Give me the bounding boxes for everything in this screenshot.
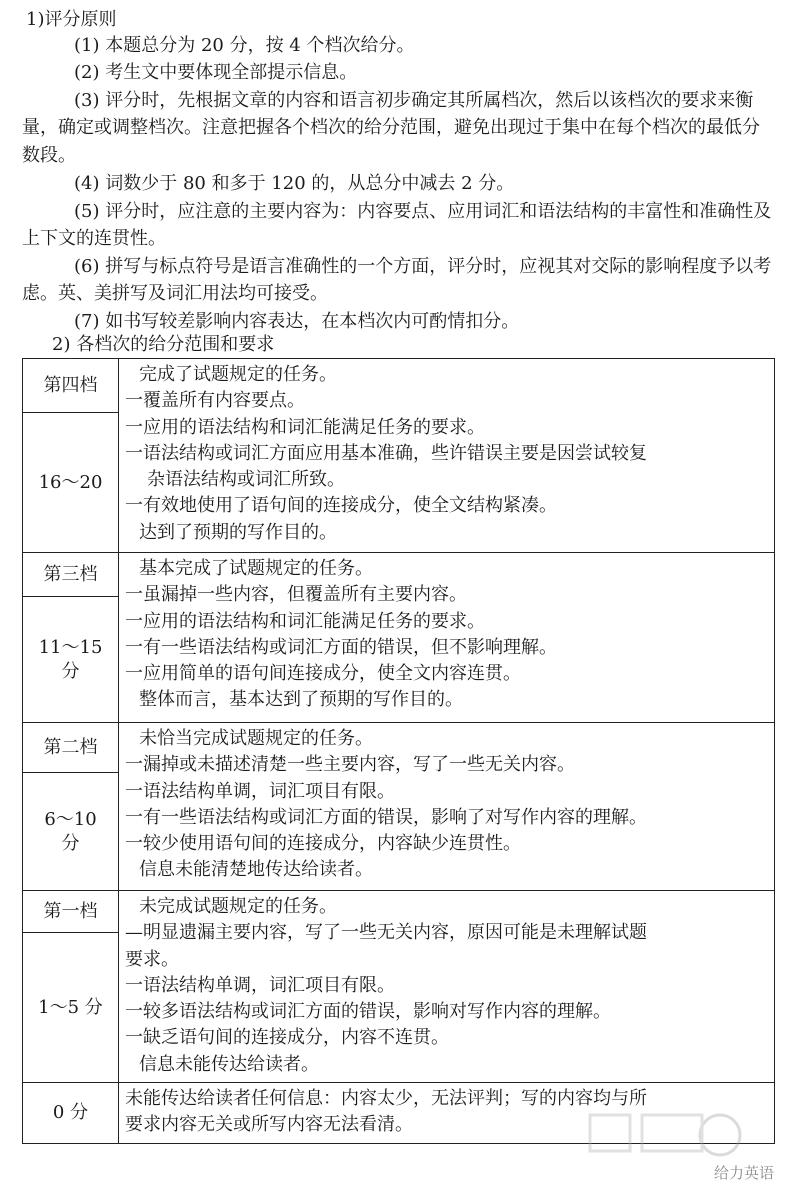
level-name: 0 分 xyxy=(23,1083,119,1144)
rule-6: (6) 拼写与标点符号是语言准确性的一个方面，评分时，应视其对交际的影响程度予以考虑。英、美拼写及词汇用法均可接受。 xyxy=(22,256,772,305)
desc-line: 未完成试题规定的任务。 xyxy=(139,896,337,917)
score-range-value: 11～15 xyxy=(38,636,103,658)
level-description xyxy=(119,553,775,723)
section2-title: 2) 各档次的给分范围和要求 xyxy=(52,334,275,355)
rule-3: (3) 评分时，先根据文章的内容和语言初步确定其所属档次，然后以该档次的要求来衡量，确定或调整档次。注意把握各个档次的给分范围，避免出现过于集中在每个档次的最低分数段。 xyxy=(22,90,760,166)
desc-line: 要求。 xyxy=(125,948,179,970)
desc-line: 一语法结构或词汇方面应用基本准确，些许错误主要是因尝试较复 xyxy=(125,442,647,464)
table-row xyxy=(23,359,775,413)
level-name: 第四档 xyxy=(23,359,119,413)
desc-line: 一应用的语法结构和词汇能满足任务的要求。 xyxy=(125,610,485,632)
score-range-unit: 分 xyxy=(61,832,80,854)
desc-line: 基本完成了试题规定的任务。 xyxy=(139,558,373,579)
desc-line: 一虽漏掉一些内容，但覆盖所有主要内容。 xyxy=(125,584,467,606)
level-score-range xyxy=(23,773,119,891)
rule-4: (4) 词数少于 80 和多于 120 的，从总分中减去 2 分。 xyxy=(74,173,515,194)
level-name: 第三档 xyxy=(23,553,119,597)
level-description xyxy=(119,891,775,1083)
scoring-levels-table xyxy=(22,358,775,1144)
level-description xyxy=(119,723,775,891)
desc-line: 一应用简单的语句间连接成分，使全文内容连贯。 xyxy=(125,663,521,685)
rule-2: (2) 考生文中要体现全部提示信息。 xyxy=(74,62,358,83)
rule-7: (7) 如书写较差影响内容表达，在本档次内可酌情扣分。 xyxy=(74,311,520,332)
desc-line: 要求内容无关或所写内容无法看清。 xyxy=(125,1114,413,1136)
desc-line: 一有一些语法结构或词汇方面的错误，影响了对写作内容的理解。 xyxy=(125,806,647,828)
desc-line: 一语法结构单调，词汇项目有限。 xyxy=(125,780,395,802)
table-row xyxy=(23,891,775,933)
table-row xyxy=(23,723,775,773)
desc-line: 一有一些语法结构或词汇方面的错误，但不影响理解。 xyxy=(125,636,557,658)
rule-5: (5) 评分时，应注意的主要内容为：内容要点、应用词汇和语法结构的丰富性和准确性及上下文的连贯性。 xyxy=(22,201,772,250)
desc-line: 一语法结构单调，词汇项目有限。 xyxy=(125,974,395,996)
desc-line: 杂语法结构或词汇所致。 xyxy=(147,469,345,491)
desc-line: —明显遗漏主要内容，写了一些无关内容，原因可能是未理解试题 xyxy=(125,922,647,944)
table-row xyxy=(23,553,775,597)
score-range-value: 6～10 xyxy=(44,808,97,830)
desc-line: 一较少使用语句间的连接成分，内容缺少连贯性。 xyxy=(125,833,521,855)
desc-line: 一覆盖所有内容要点。 xyxy=(125,390,305,412)
level-name: 第二档 xyxy=(23,723,119,773)
section1-title: 1)评分原则 xyxy=(26,9,117,30)
desc-line: 信息未能传达给读者。 xyxy=(139,1053,319,1075)
desc-line: 一有效地使用了语句间的连接成分，使全文结构紧凑。 xyxy=(125,495,557,517)
desc-line: 信息未能清楚地传达给读者。 xyxy=(139,859,373,881)
desc-line: 完成了试题规定的任务。 xyxy=(139,364,337,385)
rule-1: (1) 本题总分为 20 分，按 4 个档次给分。 xyxy=(74,35,415,56)
desc-line: 达到了预期的写作目的。 xyxy=(139,521,337,543)
level-score-range: 1～5 分 xyxy=(23,933,119,1083)
desc-line: 未恰当完成试题规定的任务。 xyxy=(139,728,373,749)
level-description xyxy=(119,359,775,553)
desc-line: 一应用的语法结构和词汇能满足任务的要求。 xyxy=(125,416,485,438)
level-score-range xyxy=(23,597,119,723)
watermark-text: 给力英语 xyxy=(713,1164,774,1182)
desc-line: 整体而言，基本达到了预期的写作目的。 xyxy=(139,689,463,711)
level-name: 第一档 xyxy=(23,891,119,933)
desc-line: 一漏掉或未描述清楚一些主要内容，写了一些无关内容。 xyxy=(125,754,575,776)
desc-line: 一缺乏语句间的连接成分，内容不连贯。 xyxy=(125,1027,449,1049)
level-score-range: 16～20 xyxy=(23,413,119,553)
score-range-unit: 分 xyxy=(61,660,80,682)
desc-line: 一较多语法结构或词汇方面的错误，影响对写作内容的理解。 xyxy=(125,1001,611,1023)
desc-line: 未能传达给读者任何信息：内容太少，无法评判；写的内容均与所 xyxy=(125,1088,647,1110)
